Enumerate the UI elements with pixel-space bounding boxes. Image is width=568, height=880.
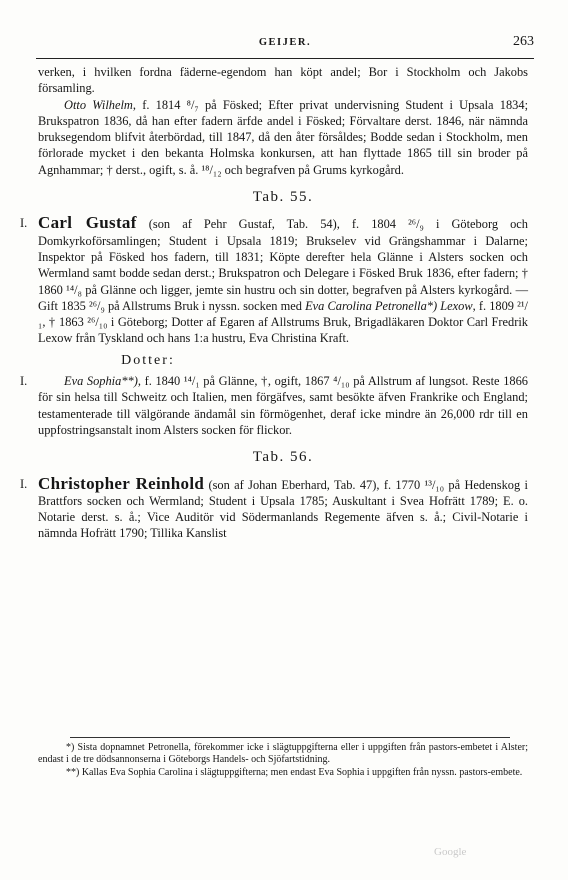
carl-gustaf-name: Carl Gustaf	[38, 213, 137, 233]
footnotes	[38, 742, 528, 779]
page-body	[20, 64, 529, 542]
continued-paragraph: verken, i hvilken fordna fäderne-egendom han köpt andel; Bor i Stockholm och Jakobs församling.	[38, 65, 528, 96]
otto-entry	[38, 97, 528, 178]
header-rule	[36, 58, 534, 59]
tab-56-heading: Tab. 56.	[252, 449, 314, 466]
otto-text: , f. 1814 ⁸/₇ på Fösked; Efter privat undervisning Student i Upsala 1834; Brukspatron 1836, då han efter fadern ärfde andel i Fösked; Förvaltare derst. 1846, när nämnda bruksegendom blifvit återbördad, till 1847, då den åter försåldes; Bodde sedan i Stockholm, men förlorade mycket i den bekanta Holmska konkursen, att han flyttade 1865 till sin broder på Agnhammar; † derst., ogift, s. å. ¹⁸/₁₂ och begrafven på Grums kyrkogård.	[38, 97, 529, 177]
christopher-reinhold-text: (son af Johan Eberhard, Tab. 47), f. 1770 ¹³/₁₀ på Hedenskog i Brattfors socken och Wermland; Student i Upsala 1785; Auskultant i Svea Hofrätt 1789; E. o. Notarie derst. s. å.; Vice Auditör vid Södermanlands Regemente äfven s. å.; Civil-Notarie i nämnda Hofrätt 1790; Tillika Kanslist	[38, 477, 528, 541]
running-header	[36, 34, 534, 52]
otto-name: Otto Wilhelm	[64, 97, 133, 112]
scan-watermark: Google	[434, 846, 467, 858]
carl-gustaf-text: (son af Pehr Gustaf, Tab. 54), f. 1804 ²⁶/₉ i Göteborg och Domkyrkoförsamlingen; Student i Upsala 1819; Brukselev vid Grängshammar i Dalarne; Inspektor på Fösked hos fadern, till 1831; Köpte derefter hela Glänne i Alsters socken och Wermland samt bodde sedan derst.; Brukspatron och Delegare i Fösked Bruk 1836, efter fadern; † 1860 ¹⁴/₈ på Glänne och ligger, jemte sin hustru och sin dotter, begrafven på Alsters kyrkogård. — Gift 1835 ²⁶/₉ på Allstrums Bruk i nyssn. socken med	[38, 217, 529, 313]
footnote-rule	[70, 737, 510, 738]
eva-sophia-entry	[20, 373, 528, 438]
daughter-heading: Dotter:	[121, 352, 175, 368]
daughter-roman-numeral: I.	[20, 374, 28, 389]
eva-sophia-text: , f. 1840 ¹⁴/₁ på Glänne, †, ogift, 1867 ⁴/₁₀ på Allstrum af lungsot. Reste 1866 för sin helsa till Schweitz och Italien, men förgäfves, samt besökte äfven Frankrike och England; testamenterade till välgörande ändamål sin förmögenhet, deraf icke mindre än 26,000 rdr till en uppfostringsanstalt inom Alsters socken för flickor.	[38, 374, 528, 437]
christopher-reinhold-entry	[20, 473, 528, 542]
tab-55-heading: Tab. 55.	[252, 189, 314, 206]
running-title: GEIJER.	[258, 37, 312, 48]
roman-numeral: I.	[20, 216, 28, 231]
wife-name: Eva Carolina Petronella*) Lexow	[305, 298, 473, 313]
roman-numeral-56: I.	[20, 476, 28, 491]
carl-gustaf-entry	[20, 213, 529, 346]
eva-sophia-name: Eva Sophia**)	[64, 374, 138, 389]
christopher-reinhold-name: Christopher Reinhold	[38, 473, 205, 493]
footnote-1: *) Sista dopnamnet Petronella, förekommer icke i slägtuppgifterna eller i uppgiften från pastors-embetet i Alster; endast i de tre dödsannonserna i Göteborgs Handels- och Sjöfartstidning.	[38, 742, 528, 766]
carl-gustaf-text-2: , f. 1809 ²¹/₁, † 1863 ²⁶/₁₀ i Göteborg; Dotter af Egaren af Allstrums Bruk, Brigadläkaren Doktor Carl Fredrik Lexow från Tyskland och hans 1:a hustru, Eva Christina Kraft.	[38, 298, 528, 346]
page-number: 263	[513, 34, 534, 49]
footnote-2: **) Kallas Eva Sophia Carolina i slägtuppgifterna; men endast Eva Sophia i uppgiften från nyssn. pastors-embete.	[66, 766, 523, 778]
